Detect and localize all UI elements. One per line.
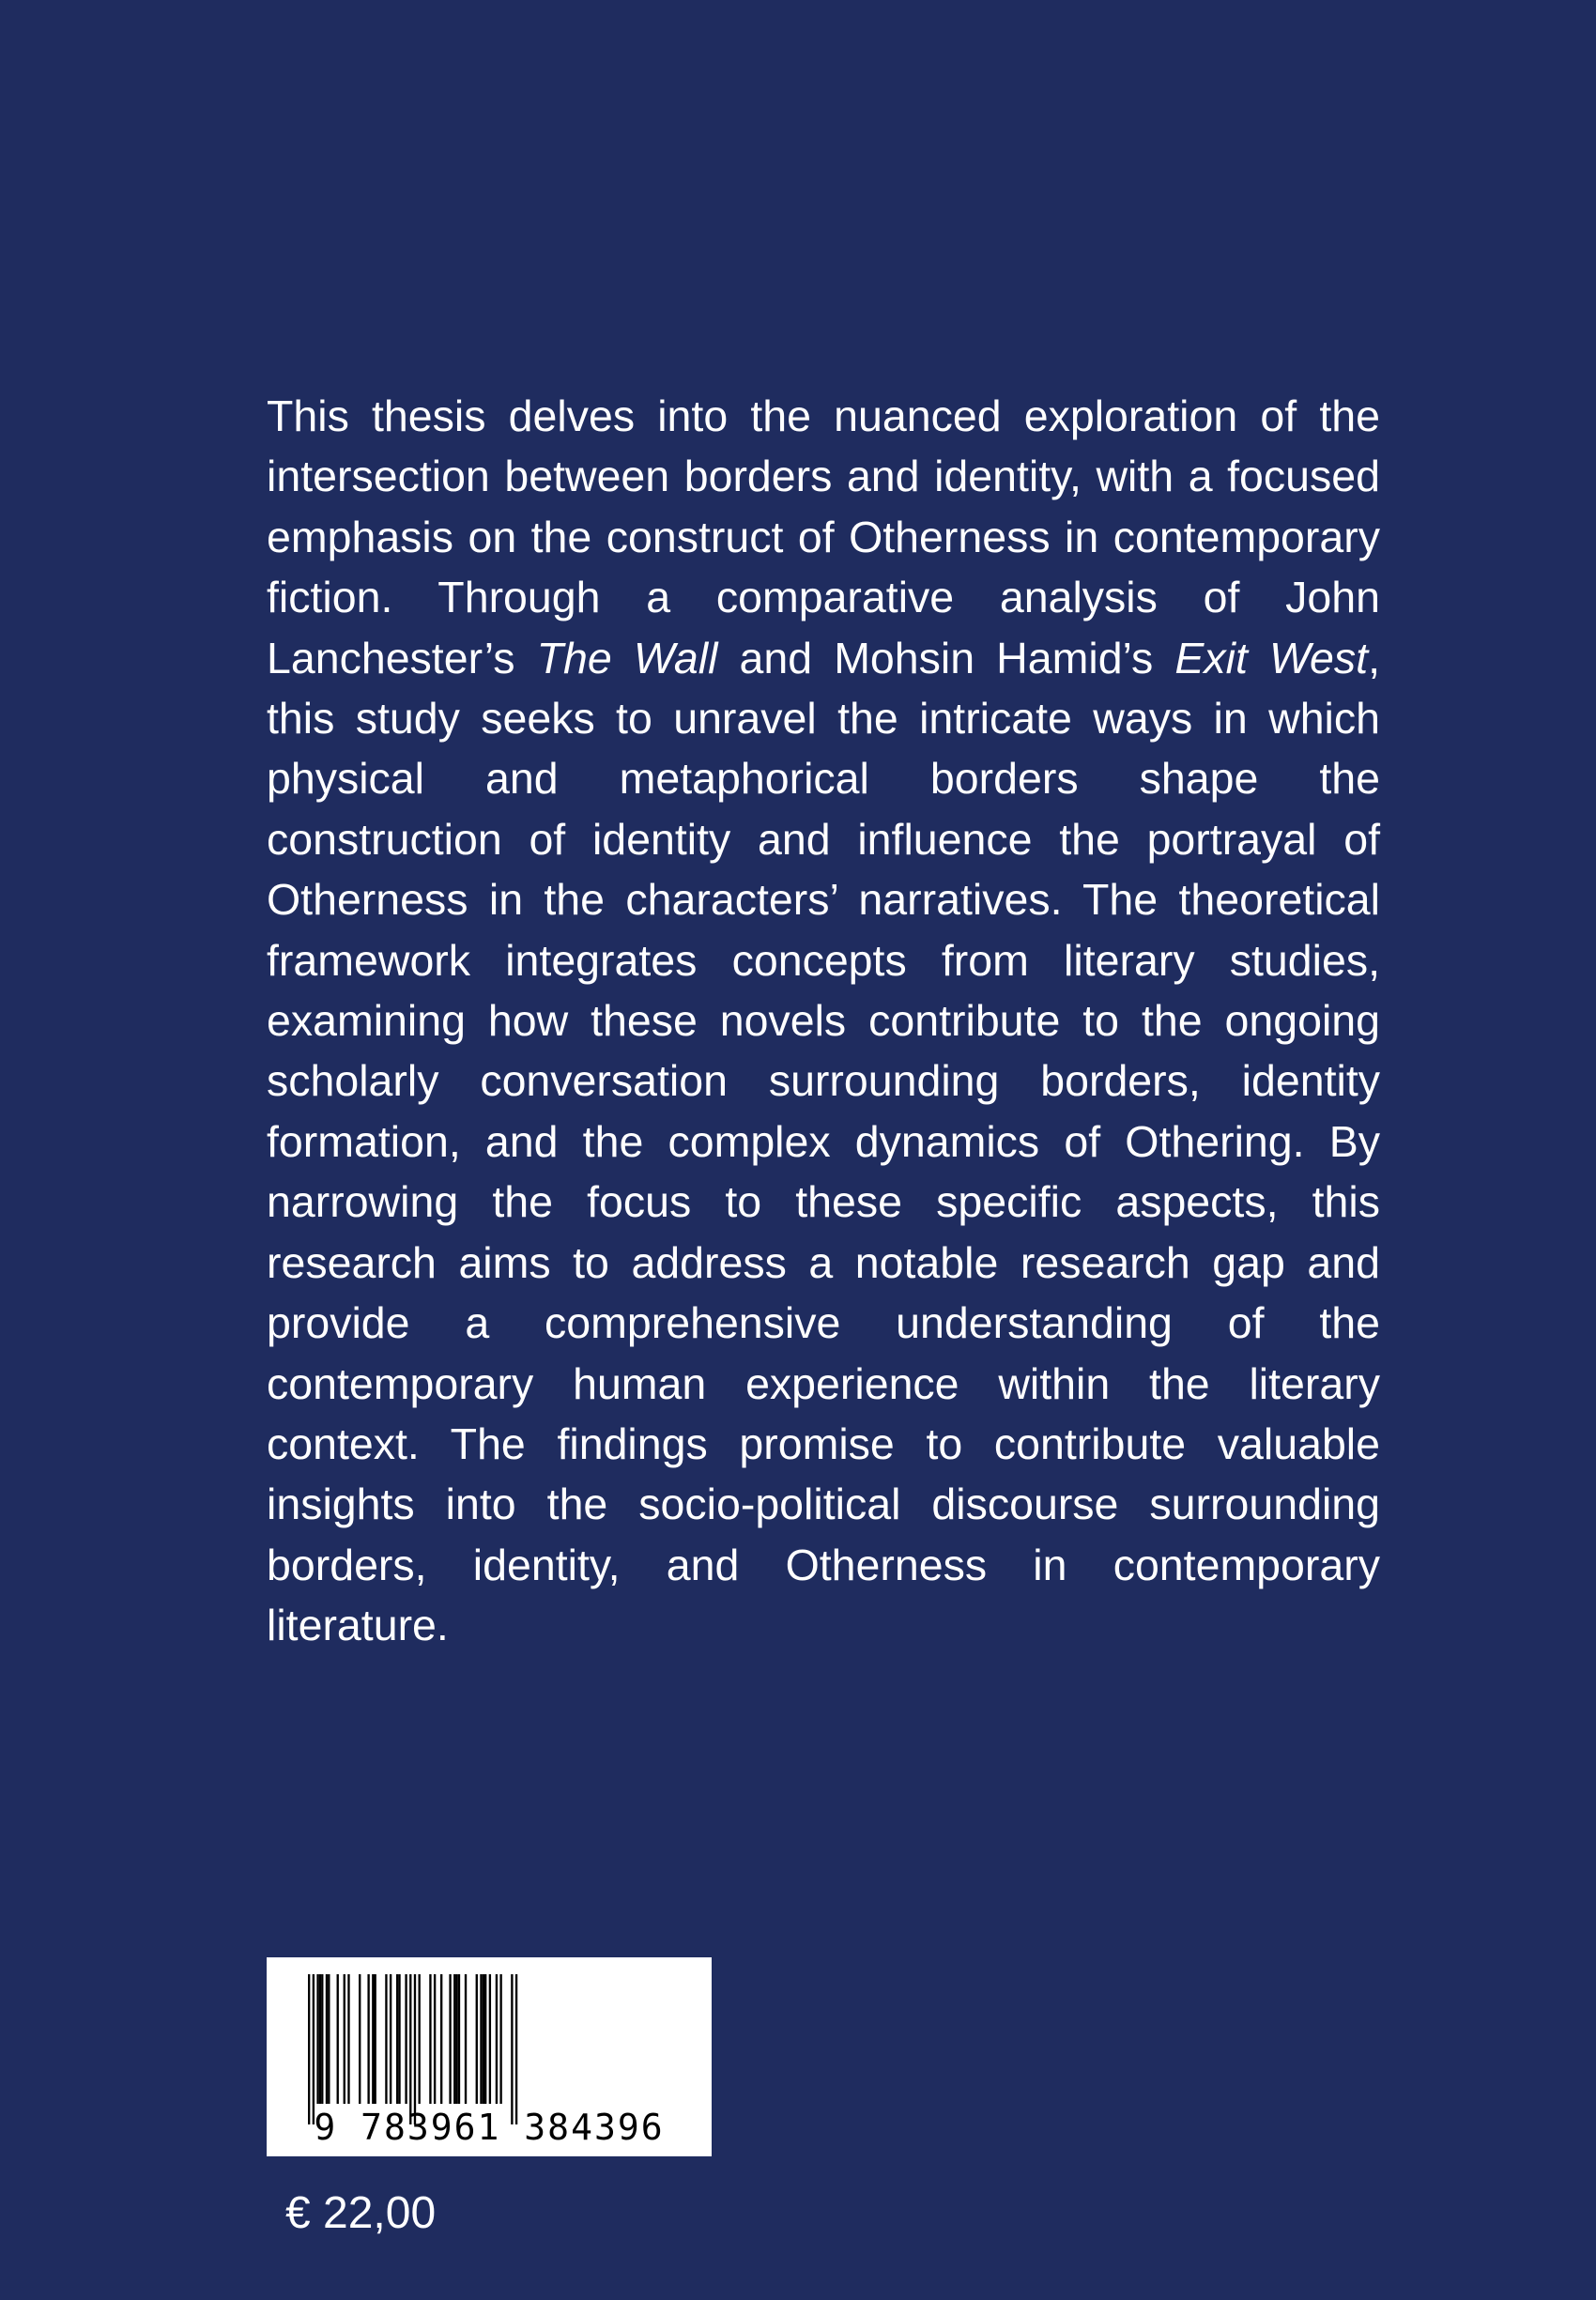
barcode-bar	[326, 1974, 328, 2104]
barcode-bar	[484, 1974, 486, 2104]
barcode-guard-bar	[515, 1974, 517, 2124]
barcode-bar	[347, 1974, 349, 2104]
barcode-guard-bar	[511, 1974, 513, 2124]
barcode-guard-bar	[313, 1974, 315, 2124]
barcode-bar	[375, 1974, 376, 2104]
barcode-bar	[319, 1974, 321, 2104]
barcode-bar	[476, 1974, 478, 2104]
barcode-bar	[483, 1974, 484, 2104]
barcode-bar	[419, 1974, 421, 2104]
barcode-bar	[367, 1974, 369, 2104]
barcode-bar	[321, 1974, 323, 2104]
barcode-guard-bar	[308, 1974, 310, 2124]
barcode-bar	[480, 1974, 482, 2104]
blurb-text-part3: , this study seeks to unravel the intricate ways in which physical and metaphorical borders shape the construction of identity and influence the portrayal of Otherness in the characters’ narratives. The theoretical framework integrates concepts from literary studies, examining how these novels contribute to the ongoing scholarly conversation surrounding borders, identity formation, and the complex dynamics of Othering. By narrowing the focus to these specific aspects, this research aims to address a notable research gap and provide a comprehensive understanding of the contemporary human experience within the literary context. The findings promise to contribute valuable insights into the socio-political discourse surrounding borders, identity, and Otherness in contemporary literature.	[267, 633, 1380, 1650]
barcode-bar	[440, 1974, 442, 2104]
barcode-bar	[458, 1974, 460, 2104]
blurb-text-part1: This thesis delves into the nuanced exploration of the intersection between borders and identity, with a focused emphasis on the construct of Otherness in contemporary fiction. Through a comparative analysis of John Lanchester’s	[267, 391, 1380, 682]
barcode-guard-bar	[409, 1974, 411, 2124]
barcode-bar	[496, 1974, 498, 2104]
price-label: € 22,00	[285, 2188, 437, 2238]
barcode-guard-bar	[414, 1974, 416, 2124]
barcode-bar	[328, 1974, 330, 2104]
barcode-bar	[316, 1974, 318, 2104]
book-title-the-wall: The Wall	[536, 633, 718, 682]
barcode-bar	[434, 1974, 436, 2104]
barcode-bar	[449, 1974, 451, 2104]
barcode-bar	[396, 1974, 398, 2104]
barcode-bar	[337, 1974, 339, 2104]
barcode-bar	[372, 1974, 374, 2104]
barcode-bar	[405, 1974, 407, 2104]
back-cover-blurb	[267, 386, 1380, 1656]
isbn-number: 9 783961 384396	[314, 2107, 665, 2148]
barcode-bar	[398, 1974, 400, 2104]
barcode-bar	[429, 1974, 431, 2104]
barcode-bar	[465, 1974, 467, 2104]
book-title-exit-west: Exit West	[1174, 633, 1369, 682]
barcode-bar	[344, 1974, 345, 2104]
barcode-bar	[489, 1974, 491, 2104]
barcode-bar	[453, 1974, 455, 2104]
isbn-barcode	[267, 1957, 712, 2156]
barcode-bar	[390, 1974, 391, 2104]
barcode-bar	[359, 1974, 361, 2104]
blurb-text-part2: and Mohsin Hamid’s	[717, 633, 1175, 682]
barcode-bar	[499, 1974, 501, 2104]
barcode-bar	[385, 1974, 387, 2104]
barcode-bar	[455, 1974, 457, 2104]
